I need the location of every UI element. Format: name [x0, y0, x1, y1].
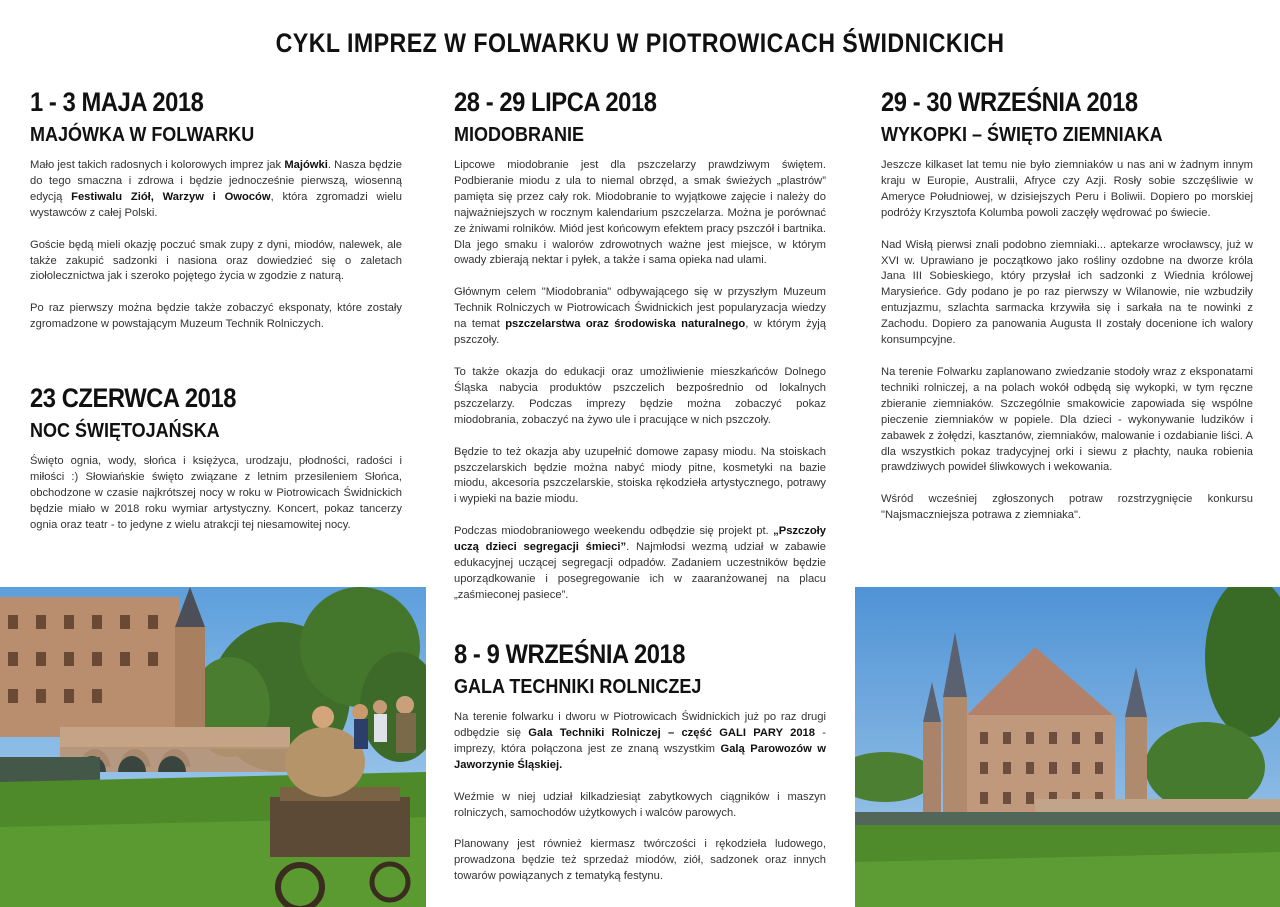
bold-text: Majówki	[284, 159, 328, 171]
event-description	[454, 710, 826, 885]
event-paragraph	[454, 710, 826, 774]
event-miodobranie	[454, 86, 826, 620]
event-date: 29 - 30 WRZEŚNIA 2018	[881, 87, 1138, 117]
paragraph-text: Po raz pierwszy można będzie także zobaczyć eksponaty, które zostały zgromadzone w powstającym Muzeum Technik Rolniczych.	[30, 302, 402, 331]
paragraph-text: - imprezy, która połączona jest ze znaną wszystkim	[454, 726, 826, 755]
event-majowka	[30, 86, 402, 349]
paragraph-text: , która zgromadzi wielu wystawców z całej Polski.	[30, 190, 403, 219]
event-wykopki	[881, 86, 1253, 540]
event-description	[30, 454, 402, 534]
paragraph-text: Wśród wcześniej zgłoszonych potraw rozstrzygnięcie konkursu "Najsmaczniejsza potrawa z ziemniaka".	[881, 493, 1253, 522]
event-date: 8 - 9 WRZEŚNIA 2018	[454, 639, 686, 669]
event-paragraph	[881, 158, 1253, 222]
paragraph-text: Mało jest takich radosnych i kolorowych imprez jak	[30, 159, 285, 171]
paragraph-text: Nad Wisłą pierwsi znali podobno ziemniaki... aptekarze wrocławscy, już w XVI w. Uprawiano je początkowo jako rośliny ozdobne na dworze króla Jana III Sobieskiego, który przysłał ich sadzonki z Wiednia królowej Marysieńce. Gdy podano je po raz pierwszy w Wilanowie, nie wzbudziły entuzjazmu, szlachta sarmacka krzywiła się i sarkała na te nowinki z Zachodu. Dopiero za panowania Augusta II zostały docenione ich walory konsumpcyjne.	[881, 238, 1253, 347]
event-title: NOC ŚWIĘTOJAŃSKA	[30, 420, 220, 442]
paragraph-text: Lipcowe miodobranie jest dla pszczelarzy prawdziwym świętem. Podbieranie miodu z ula to niemal obrzęd, a smak świeżych „plastrów” pamięta się przez cały rok. Miodobranie to wyjątkowe zajęcie i należy do najważniejszych w rocznym kalendarium pszczelarza. Można je porównać ze żniwami rolników. Miód jest końcowym efektem pracy pszczół i bartnika. Dla jego smaku i walorów zdrowotnych ważne jest miejsce, w którym owady zbierają nektar i pyłek, a także i sama opieka nad ulami.	[454, 159, 826, 267]
event-paragraph	[30, 158, 402, 222]
event-paragraph	[454, 524, 826, 604]
event-description	[454, 158, 826, 604]
event-paragraph	[881, 238, 1253, 349]
paragraph-text: Głównym celem "Miodobrania" odbywającego się w przyszłym Muzeum Technik Rolniczych w Piotrowicach Świdnickich jest popularyzacja wiedzy na temat	[454, 286, 826, 331]
paragraph-text: Weźmie w niej udział kilkadziesiąt zabytkowych ciągników i maszyn rolniczych, samochodów użytkowych i walców parowych.	[454, 790, 826, 819]
castle-bridge-illustration	[0, 587, 426, 907]
paragraph-text: Święto ognia, wody, słońca i księżyca, urodzaju, płodności, radości i miłości :) Słowiańskie święto związane z letnim przesileniem Słońca, obchodzone w czasie najkrótszej nocy w roku w Piotrowicach Świdnickich będzie miało w 2018 roku wymiar artystyczny. Koncert, pokaz tancerzy ognia oraz teatr - to jedyne z wielu atrakcji tej niesamowitej nocy.	[30, 455, 402, 531]
bold-text: „Pszczoły uczą dzieci segregacji śmieci”	[454, 525, 826, 554]
paragraph-text: Planowany jest również kiermasz twórczości i rękodzieła ludowego, prowadzona będzie też sprzedaż miodów, ziół, sadzonek oraz innych towarów powiązanych z tematyką festynu.	[454, 838, 826, 883]
event-paragraph	[454, 445, 826, 509]
event-title: MIODOBRANIE	[454, 124, 585, 146]
event-noc-swietojanska	[30, 382, 402, 550]
bold-text: Festiwalu Ziół, Warzyw i Owoców	[71, 190, 271, 203]
event-paragraph	[454, 837, 826, 885]
event-paragraph	[881, 492, 1253, 524]
paragraph-text: To także okazja do edukacji oraz umożliwienie mieszkańców Dolnego Śląska nabycia produktów pszczelich bezpośrednio od lokalnych pszczelarzy. Podczas imprezy będzie można zobaczyć pokaz miodobrania, zobaczyć na żywo ule i pracujące w nich pszczoły.	[454, 365, 826, 426]
event-title: WYKOPKI – ŚWIĘTO ZIEMNIAKA	[881, 124, 1163, 146]
event-date: 28 - 29 LIPCA 2018	[454, 87, 657, 117]
event-paragraph	[454, 790, 826, 822]
event-paragraph	[454, 285, 826, 349]
bold-text: Gala Techniki Rolniczej – część GALI PARY 2018	[528, 726, 815, 739]
event-title: GALA TECHNIKI ROLNICZEJ	[454, 676, 702, 698]
page-title: CYKL IMPREZ W FOLWARKU W PIOTROWICACH ŚWIDNICKICH	[275, 28, 1005, 58]
event-title: MAJÓWKA W FOLWARKU	[30, 124, 255, 146]
paragraph-text: . Najmłodsi wezmą udział w zabawie edukacyjnej uczącej segregacji odpadów. Zadaniem uczestników będzie uporządkowanie i posegregowanie ich w zaaranżowanej na placu „zaśmieconej pasiece”.	[454, 541, 826, 601]
bold-text: pszczelarstwa oraz środowiska naturalnego	[505, 318, 746, 331]
event-paragraph	[454, 158, 826, 269]
event-description	[881, 158, 1253, 524]
event-paragraph	[30, 238, 402, 286]
paragraph-text: Na terenie Folwarku zaplanowano zwiedzanie stodoły wraz z eksponatami techniki rolniczej, a na polach wokół odbędą się wykopki, w tym ręczne zbieranie ziemniaków. Szczególnie smakowicie zapowiada się wspólne pieczenie ziemniaków w popiele. Dla dzieci - wykonywanie ludzików i zabawek z żołędzi, kasztanów, ziemniaków, malowanie i ozdabianie liści. A dla wszystkich pokaz tradycyjnej orki i siewu z płachty, nauka robienia prawdziwych powideł śliwkowych i wekowania.	[881, 365, 1253, 474]
castle-towers-photo	[855, 587, 1280, 907]
castle-bridge-photo	[0, 587, 426, 907]
event-paragraph	[454, 365, 826, 429]
bold-text: Galą Parowozów w Jaworzynie Śląskiej.	[454, 742, 826, 771]
paragraph-text: , w którym żyją pszczoły.	[454, 318, 826, 347]
event-date: 23 CZERWCA 2018	[30, 383, 237, 413]
paragraph-text: Na terenie folwarku i dworu w Piotrowicach Świdnickich już po raz drugi odbędzie się	[454, 711, 826, 739]
event-description	[30, 158, 402, 333]
event-gala-techniki	[454, 638, 826, 901]
event-paragraph	[30, 301, 402, 333]
event-paragraph	[881, 365, 1253, 476]
paragraph-text: . Nasza będzie do tego smaczna i zdrowa i będzie jednocześnie pierwszą, wiosenną edycją	[30, 159, 402, 203]
paragraph-text: Jeszcze kilkaset lat temu nie było ziemniaków u nas ani w żadnym innym kraju w Europie, Australii, Afryce czy Azji. Rosły sobie szczęśliwie w Ameryce Południowej, w dzisiejszych Peru i Boliwii. Dopiero po morskiej podróży Krzysztofa Kolumba powoli zaczęły wędrować po świecie.	[881, 159, 1253, 219]
event-date: 1 - 3 MAJA 2018	[30, 87, 204, 117]
castle-towers-illustration	[855, 587, 1280, 907]
paragraph-text: Będzie to też okazja aby uzupełnić domowe zapasy miodu. Na stoiskach pszczelarskich będzie można nabyć miody pitne, kosmetyki na bazie miodu, akcesoria pszczelarskie, stoiska rękodzieła artystycznego, potrawy i wypieki na bazie miodu.	[454, 445, 826, 506]
event-paragraph	[30, 454, 402, 534]
paragraph-text: Goście będą mieli okazję poczuć smak zupy z dyni, miodów, nalewek, ale także zakupić sadzonki i nasiona oraz dowiedzieć się o zaletach ziołolecznictwa jak i szeroko pojętego życia w zgodzie z naturą.	[30, 238, 402, 283]
paragraph-text: Podczas miodobraniowego weekendu odbędzie się projekt pt.	[454, 525, 774, 538]
